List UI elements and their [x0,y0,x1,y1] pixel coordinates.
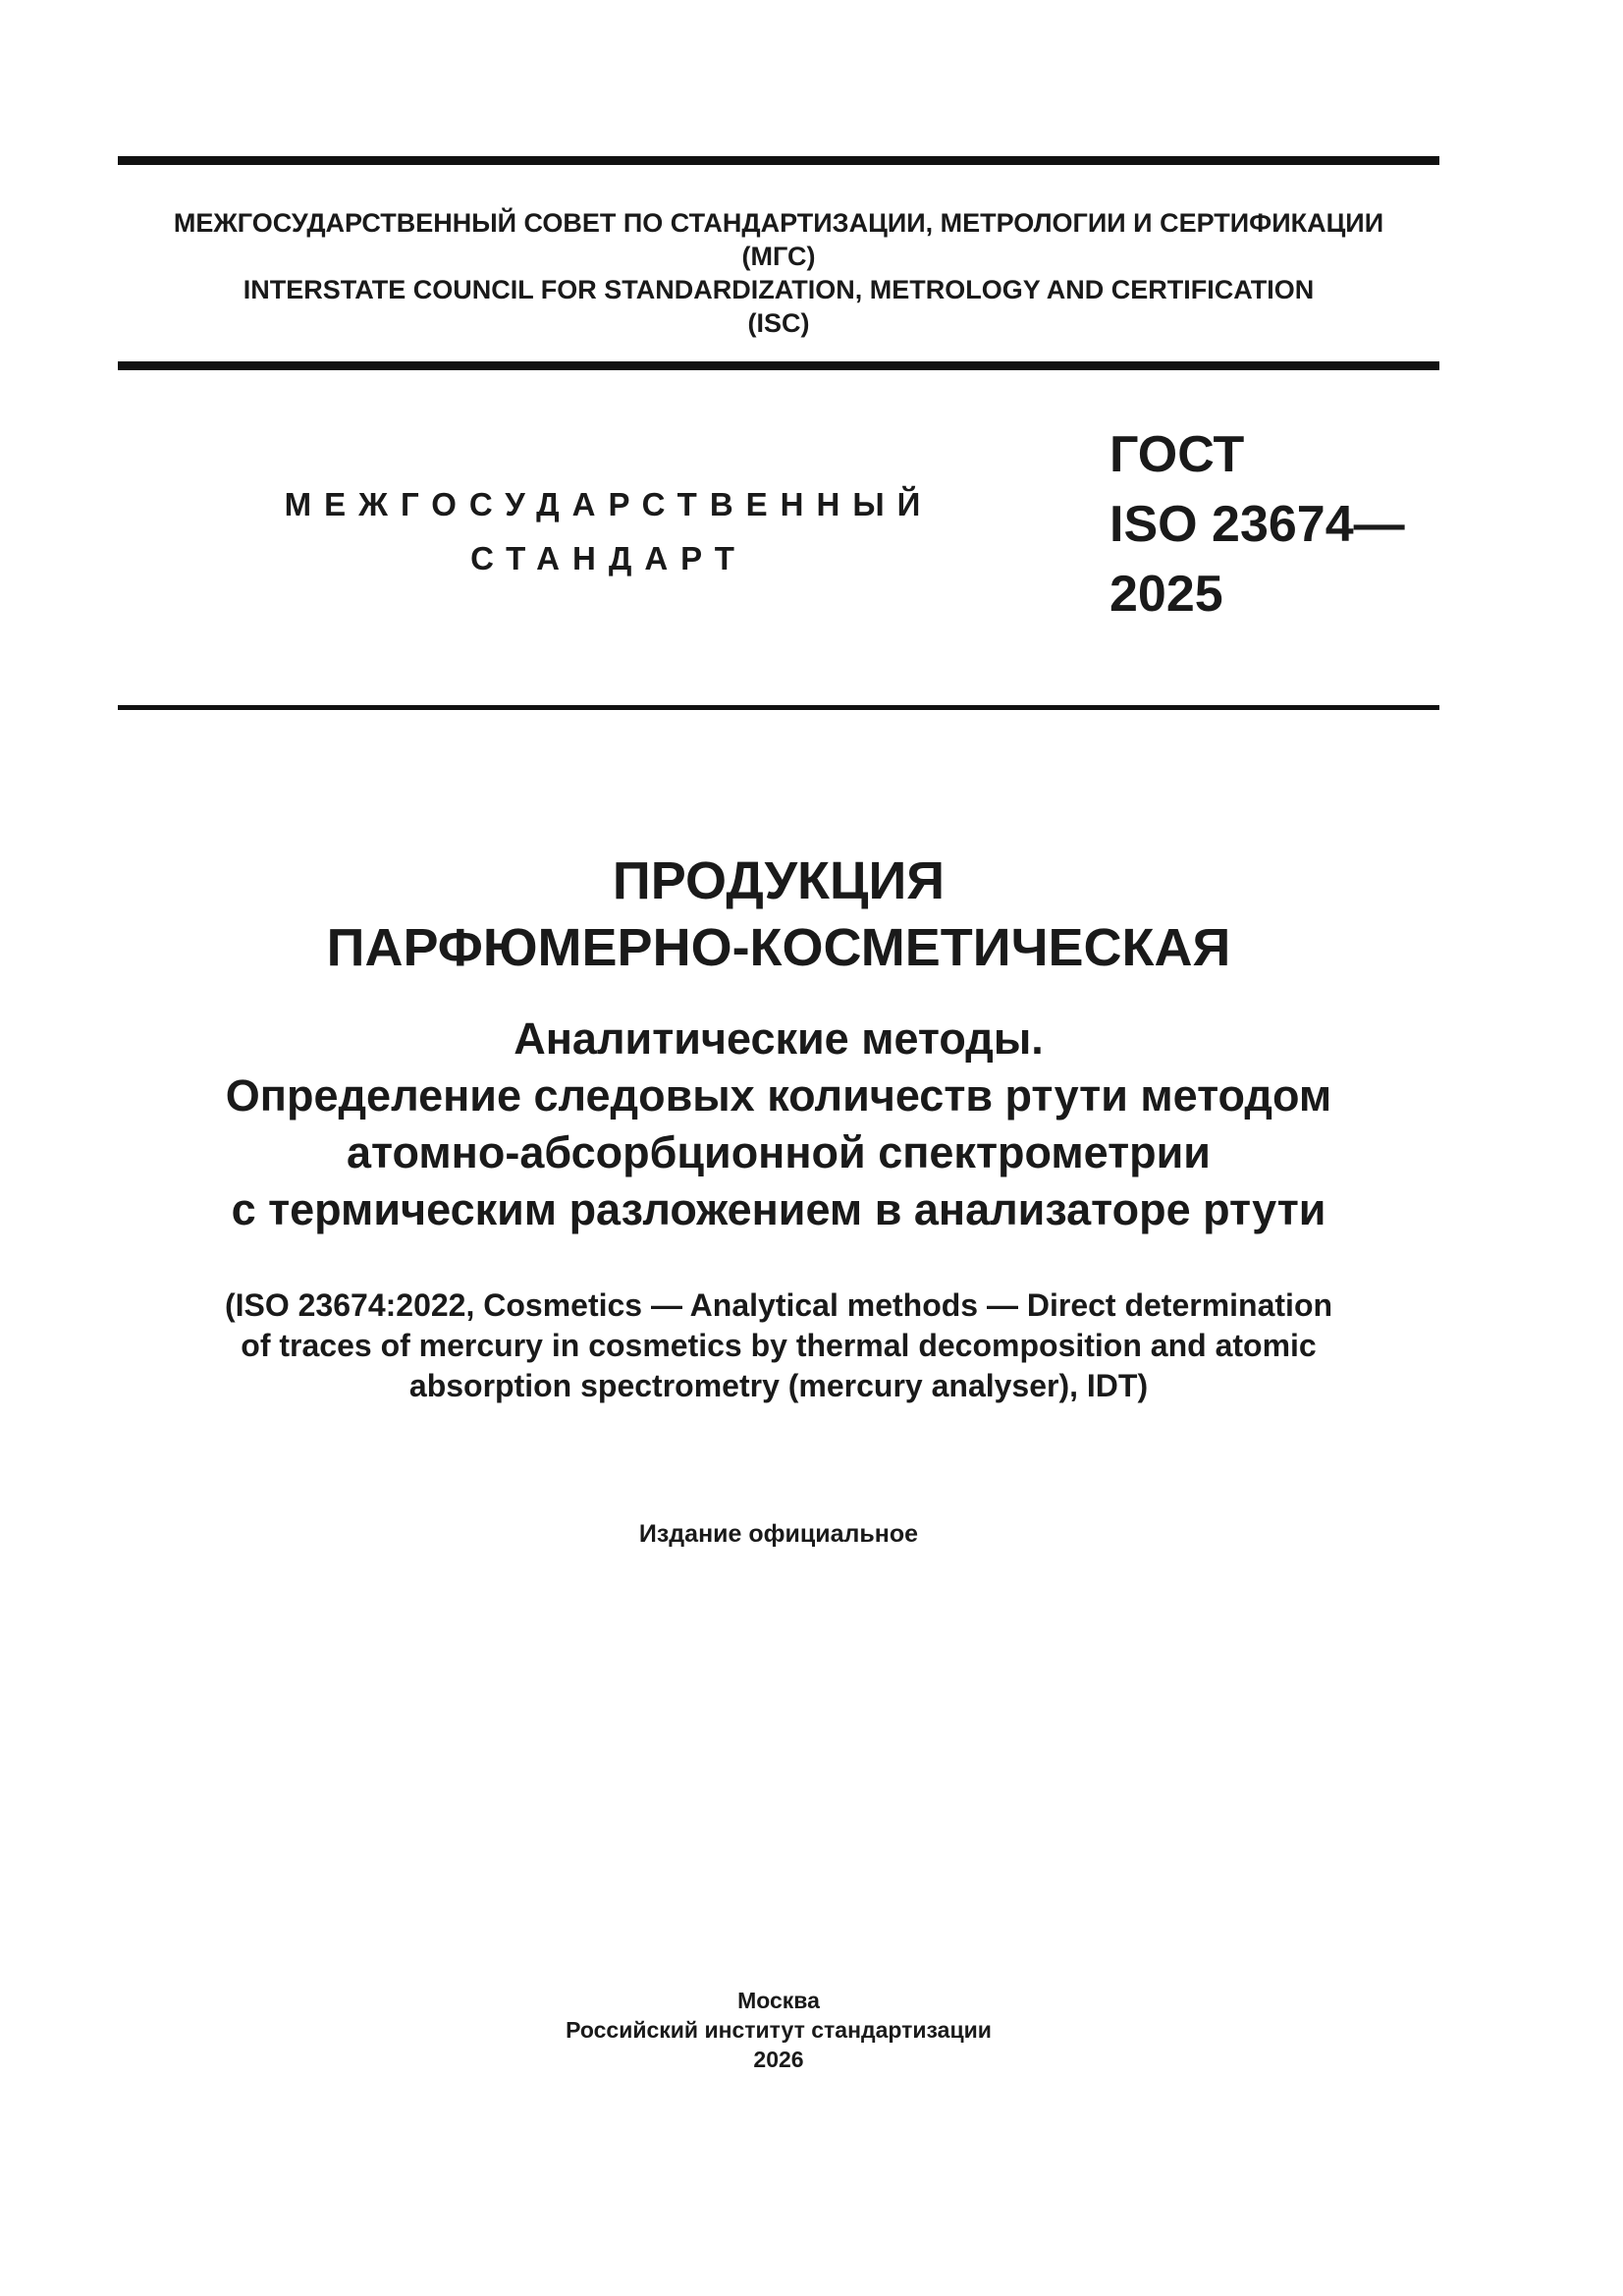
designation-line-1: ГОСТ [1109,426,1245,483]
imprint-year: 2026 [753,2047,804,2072]
title-sub-line: Аналитические методы. [514,1013,1044,1064]
document-title [118,847,1439,981]
title-sub-line: атомно-абсорбционной спектрометрии [347,1127,1211,1177]
edition-note: Издание официальное [638,1520,919,1548]
title-main-line: ПРОДУКЦИЯ [612,851,946,910]
imprint [118,1986,1439,2074]
designation-line-3: 2025 [1109,566,1223,623]
top-rule [118,156,1439,165]
standard-kind [265,477,952,585]
iso-reference-line: of traces of mercury in cosmetics by thermal decomposition and atomic [241,1328,1317,1363]
iso-reference [118,1285,1439,1406]
title-sub-line: с термическим разложением в анализаторе ртути [231,1184,1326,1234]
council-name-ru: МЕЖГОСУДАРСТВЕННЫЙ СОВЕТ ПО СТАНДАРТИЗАЦИИ, МЕТРОЛОГИИ И СЕРТИФИКАЦИИ [173,208,1384,238]
bottom-rule [118,705,1439,710]
imprint-publisher: Российский институт стандартизации [566,2017,992,2043]
iso-reference-line: (ISO 23674:2022, Cosmetics — Analytical methods — Direct determination [224,1287,1333,1323]
standard-kind-line-1: МЕЖГОСУДАРСТВЕННЫЙ [284,486,934,522]
designation-line-2: ISO 23674— [1109,496,1405,553]
council-name-en: INTERSTATE COUNCIL FOR STANDARDIZATION, METROLOGY AND CERTIFICATION [243,275,1315,304]
document-subtitle [118,1011,1439,1238]
middle-rule [118,361,1439,370]
council-abbr-ru: (МГС) [741,242,816,271]
imprint-city: Москва [737,1988,820,2013]
standard-kind-line-2: СТАНДАРТ [470,540,747,576]
title-sub-line: Определение следовых количеств ртути методом [225,1070,1332,1121]
standard-designation [1109,420,1405,629]
council-header [118,206,1439,340]
iso-reference-line: absorption spectrometry (mercury analyser), IDT) [408,1368,1149,1403]
title-main-line: ПАРФЮМЕРНО-КОСМЕТИЧЕСКАЯ [326,918,1231,977]
council-abbr-en: (ISC) [747,308,810,338]
